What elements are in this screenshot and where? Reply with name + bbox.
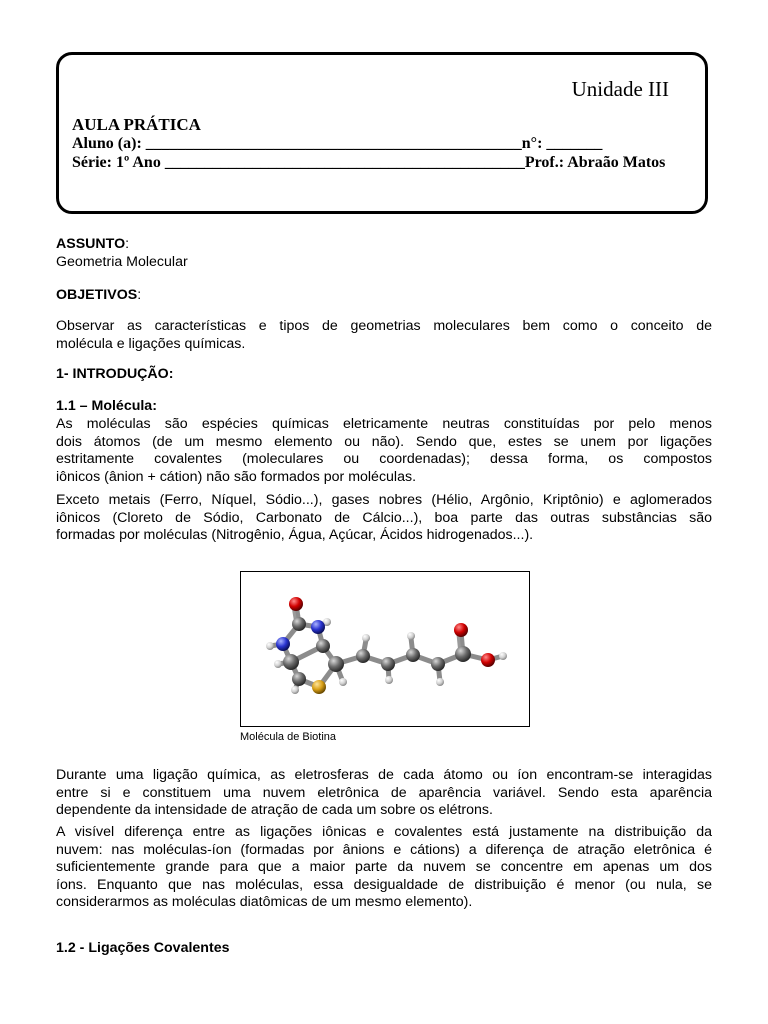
paragraph-line: Durante uma ligação química, as eletrosferas de cada átomo ou íon encontram-se interagidas [56,767,712,783]
molecule-subheading: 1.1 – Molécula: [56,398,157,414]
assunto-label: ASSUNTO [56,236,126,252]
student-line: Aluno (a): _______________________________________________n°: _______ [72,135,603,152]
objetivos-label: OBJETIVOS [56,287,138,303]
header-box [56,52,708,214]
paragraph-line: As moléculas são espécies químicas eletricamente neutras constituídas por pelo menos [56,416,712,432]
paragraph-line: iônicos (ânion + cátion) não são formados por moléculas. [56,468,417,485]
body-paragraph-3 [56,767,712,820]
paragraph-line: A visível diferença entre as ligações iônicas e covalentes está justamente na distribuição da [56,824,712,840]
assunto-section [56,236,712,271]
grade-teacher-line: Série: 1º Ano _____________________________________________Prof.: Abraão Matos [72,154,666,171]
objetivos-line: molécula e ligações químicas. [56,335,246,352]
objetivos-line: Observar as características e tipos de geometrias moleculares bem como o conceito de [56,318,712,334]
practical-class-title: AULA PRÁTICA [72,115,201,134]
paragraph-line: nuvem: nas moléculas-íon (formadas por ânions e cátions) a diferença de atração eletrônica é [56,841,712,858]
assunto-colon: : [125,236,130,252]
paragraph-line: iônicos (Cloreto de Sódio, Carbonato de Cálcio...), boa parte das outras substâncias são [56,509,712,526]
paragraph-line: suficientemente grande para que a maior parte da nuvem se concentre em apenas um dos [56,859,712,876]
paragraph-line: entre si e constituem uma nuvem eletrônica de aparência variável. Sendo esta aparência [56,784,712,801]
paragraph-line: formadas por moléculas (Nitrogênio, Água, Açúcar, Ácidos hidrogenados...). [56,527,534,544]
objetivos-colon: : [137,287,142,303]
assunto-value: Geometria Molecular [56,253,188,270]
paragraph-line: considerarmos as moléculas diatômicas de um mesmo elemento). [56,894,473,911]
paragraph-line: Exceto metais (Ferro, Níquel, Sódio...), gases nobres (Hélio, Argônio, Kriptônio) e aglomerados [56,492,712,508]
paragraph-line: íons. Enquanto que nas moléculas, essa desigualdade de distribuição é menor (ou nula, se [56,876,712,893]
objetivos-heading [56,287,712,305]
paragraph-line: dois átomos (de um mesmo elemento ou não). Sendo que, estes se unem por ligações [56,433,712,450]
unit-title: Unidade III [571,77,669,101]
paragraph-line: dependente da intensidade de atração de cada um sobre os elétrons. [56,802,493,819]
biotin-molecule-image [241,572,529,726]
biotin-molecule-figure [240,571,530,727]
body-paragraph-4 [56,824,712,912]
covalent-bonds-heading: 1.2 - Ligações Covalentes [56,940,230,956]
figure-caption: Molécula de Biotina [240,731,337,743]
intro-paragraph-1 [56,416,712,486]
intro-heading: 1- INTRODUÇÃO: [56,366,174,382]
objetivos-text [56,318,712,353]
intro-paragraph-2 [56,492,712,545]
paragraph-line: estritamente covalentes (moleculares ou coordenadas); dessa forma, os compostos [56,451,712,468]
